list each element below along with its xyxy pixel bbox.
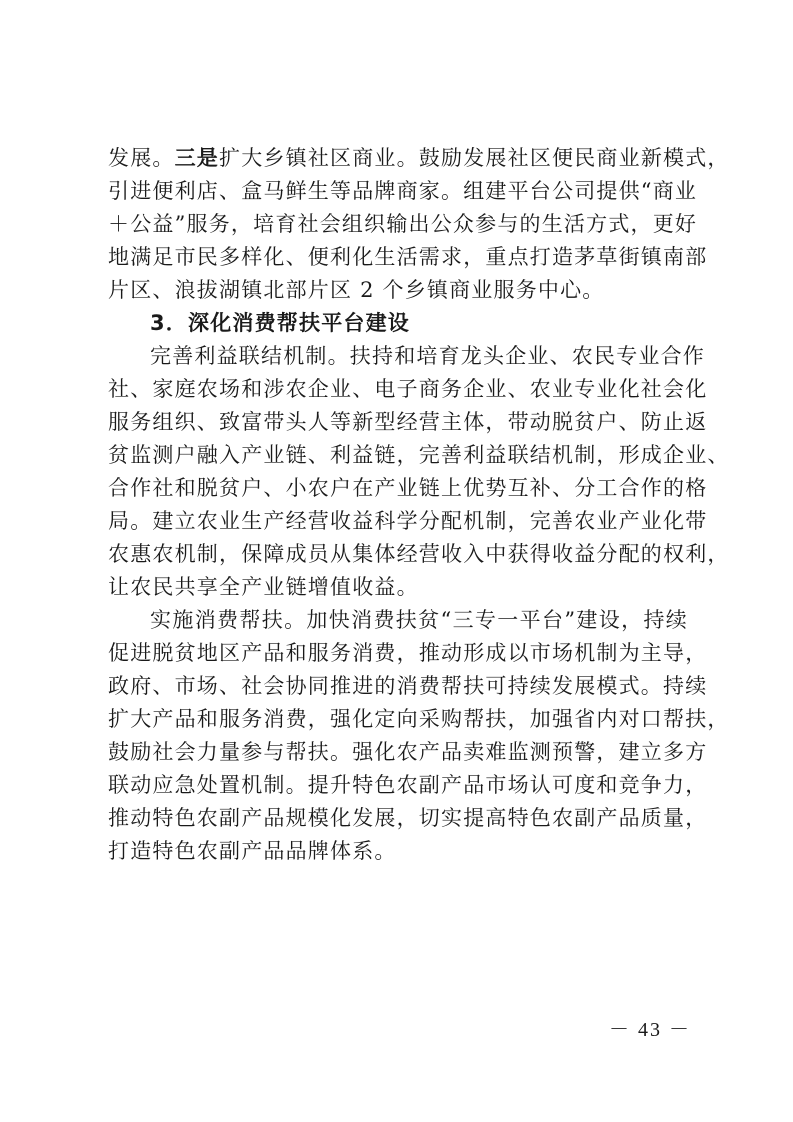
paragraph-interest-linkage xyxy=(108,340,730,604)
text-line: 服务组织、致富带头人等新型经营主体，带动脱贫户、防止返 xyxy=(108,410,708,434)
text-line: 片区、浪拔湖镇北部片区 2 个乡镇商业服务中心。 xyxy=(108,278,605,302)
paragraph-consumption-support xyxy=(108,604,730,868)
text-line: 政府、市场、社会协同推进的消费帮扶可持续发展模式。持续 xyxy=(108,674,708,698)
text-line: 促进脱贫地区产品和服务消费，推动形成以市场机制为主导， xyxy=(108,641,708,665)
text-line xyxy=(108,142,730,175)
text-line: 打造特色农副产品品牌体系。 xyxy=(108,839,397,863)
text-line: 局。建立农业生产经营收益科学分配机制，完善农业产业化带 xyxy=(108,509,708,533)
text-line: ＋公益”服务，培育社会组织输出公众参与的生活方式，更好 xyxy=(108,212,698,236)
text-fragment: 扩大乡镇社区商业。鼓励发展社区便民商业新模式， xyxy=(219,146,730,170)
text-line: 农惠农机制，保障成员从集体经营收入中获得收益分配的权利， xyxy=(108,542,730,566)
text-line: 引进便利店、盒马鲜生等品牌商家。组建平台公司提供“商业 xyxy=(108,179,698,203)
text-line: 贫监测户融入产业链、利益链，完善利益联结机制，形成企业、 xyxy=(108,443,730,467)
page-number: － 43 － xyxy=(609,1019,691,1041)
text-line: 扩大产品和服务消费，强化定向采购帮扶，加强省内对口帮扶， xyxy=(108,707,730,731)
paragraph-township-commerce xyxy=(108,142,730,307)
text-fragment: 发展。 xyxy=(108,146,175,170)
text-line: 联动应急处置机制。提升特色农副产品市场认可度和竞争力， xyxy=(108,773,708,797)
text-line: 让农民共享全产业链增值收益。 xyxy=(108,575,419,599)
text-line: 鼓励社会力量参与帮扶。强化农产品卖难监测预警，建立多方 xyxy=(108,740,708,764)
text-line: 社、家庭农场和涉农企业、电子商务企业、农业专业化社会化 xyxy=(108,377,708,401)
text-line: 实施消费帮扶。加快消费扶贫“三专一平台”建设，持续 xyxy=(150,608,688,632)
text-line: 完善利益联结机制。扶持和培育龙头企业、农民专业合作 xyxy=(150,344,705,368)
text-line: 地满足市民多样化、便利化生活需求，重点打造茅草街镇南部 xyxy=(108,245,708,269)
section-heading: 3．深化消费帮扶平台建设 xyxy=(150,311,411,335)
text-line: 推动特色农副产品规模化发展，切实提高特色农副产品质量， xyxy=(108,806,708,830)
document-body xyxy=(108,142,730,868)
text-line: 合作社和脱贫户、小农户在产业链上优势互补、分工合作的格 xyxy=(108,476,708,500)
bold-marker: 三是 xyxy=(174,146,220,170)
